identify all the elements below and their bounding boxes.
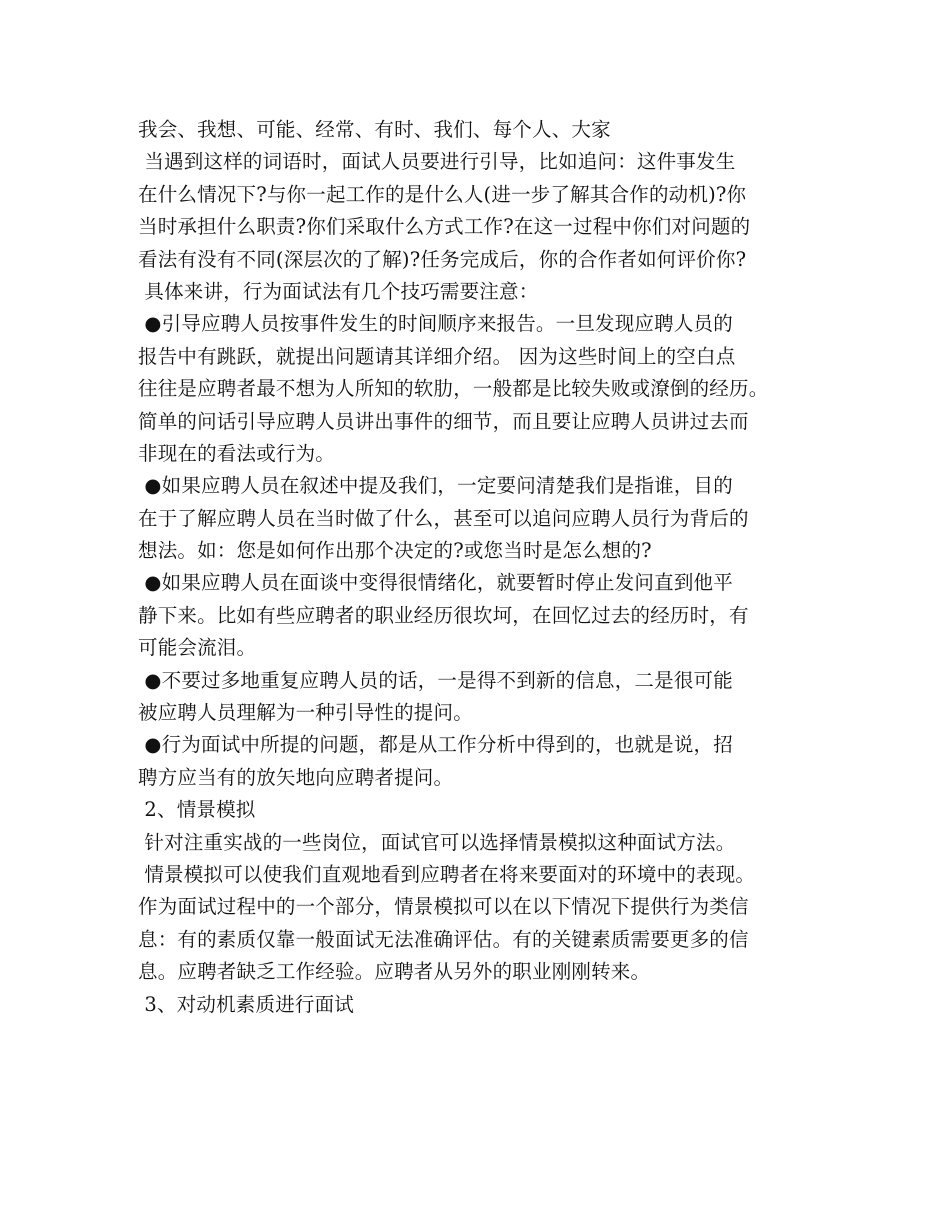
- text-line: 作为面试过程中的一个部分，情景模拟可以在以下情况下提供行为类信: [138, 895, 749, 919]
- text-line: 看法有没有不同(深层次的了解)?任务完成后，你的合作者如何评价你?: [138, 247, 747, 271]
- text-line: 在于了解应聘人员在当时做了什么，甚至可以追问应聘人员行为背后的: [138, 506, 749, 530]
- text-line: 针对注重实战的一些岗位，面试官可以选择情景模拟这种面试方法。: [138, 830, 736, 854]
- text-line: 简单的问话引导应聘人员讲出事件的细节，而且要让应聘人员讲过去而: [138, 409, 749, 433]
- text-line: 静下来。比如有些应聘者的职业经历很坎坷，在回忆过去的经历时，有: [138, 603, 749, 627]
- bullet-line: ●不要过多地重复应聘人员的话，一是得不到新的信息，二是很可能: [138, 668, 733, 692]
- text-line: 被应聘人员理解为一种引导性的提问。: [138, 701, 473, 725]
- text-line: 息。应聘者缺乏工作经验。应聘者从另外的职业刚刚转来。: [138, 960, 651, 984]
- text-line: 我会、我想、可能、经常、有时、我们、每个人、大家: [138, 118, 611, 141]
- bullet-line: ●如果应聘人员在叙述中提及我们，一定要问清楚我们是指谁，目的: [138, 474, 733, 498]
- document-body: [138, 114, 828, 1021]
- section-heading: 2、情景模拟: [138, 798, 256, 822]
- text-line: 当时承担什么职责?你们采取什么方式工作?在这一过程中你们对问题的: [138, 215, 751, 239]
- text-line: 往往是应聘者最不想为人所知的软肋，一般都是比较失败或潦倒的经历。: [138, 377, 769, 401]
- bullet-line: ●如果应聘人员在面谈中变得很情绪化，就要暂时停止发问直到他平: [138, 571, 733, 595]
- text-line: 情景模拟可以使我们直观地看到应聘者在将来要面对的环境中的表现。: [138, 862, 756, 886]
- text-line: 具体来讲，行为面试法有几个技巧需要注意：: [138, 279, 539, 303]
- section-heading: 3、对动机素质进行面试: [138, 992, 355, 1016]
- text-line: 当遇到这样的词语时，面试人员要进行引导，比如追问：这件事发生: [138, 150, 736, 174]
- text-line: 报告中有跳跃，就提出问题请其详细介绍。 因为这些时间上的空白点: [138, 344, 736, 368]
- text-line: 聘方应当有的放矢地向应聘者提问。: [138, 765, 454, 789]
- text-line: 息：有的素质仅靠一般面试无法准确评估。有的关键素质需要更多的信: [138, 927, 749, 951]
- text-line: 可能会流泪。: [138, 636, 257, 660]
- bullet-line: ●引导应聘人员按事件发生的时间顺序来报告。一旦发现应聘人员的: [138, 312, 733, 336]
- text-line: 想法。如：您是如何作出那个决定的?或您当时是怎么想的?: [138, 539, 652, 563]
- bullet-line: ●行为面试中所提的问题，都是从工作分析中得到的，也就是说，招: [138, 733, 733, 757]
- text-line: 非现在的看法或行为。: [138, 441, 336, 465]
- text-line: 在什么情况下?与你一起工作的是什么人(进一步了解其合作的动机)?你: [138, 182, 747, 206]
